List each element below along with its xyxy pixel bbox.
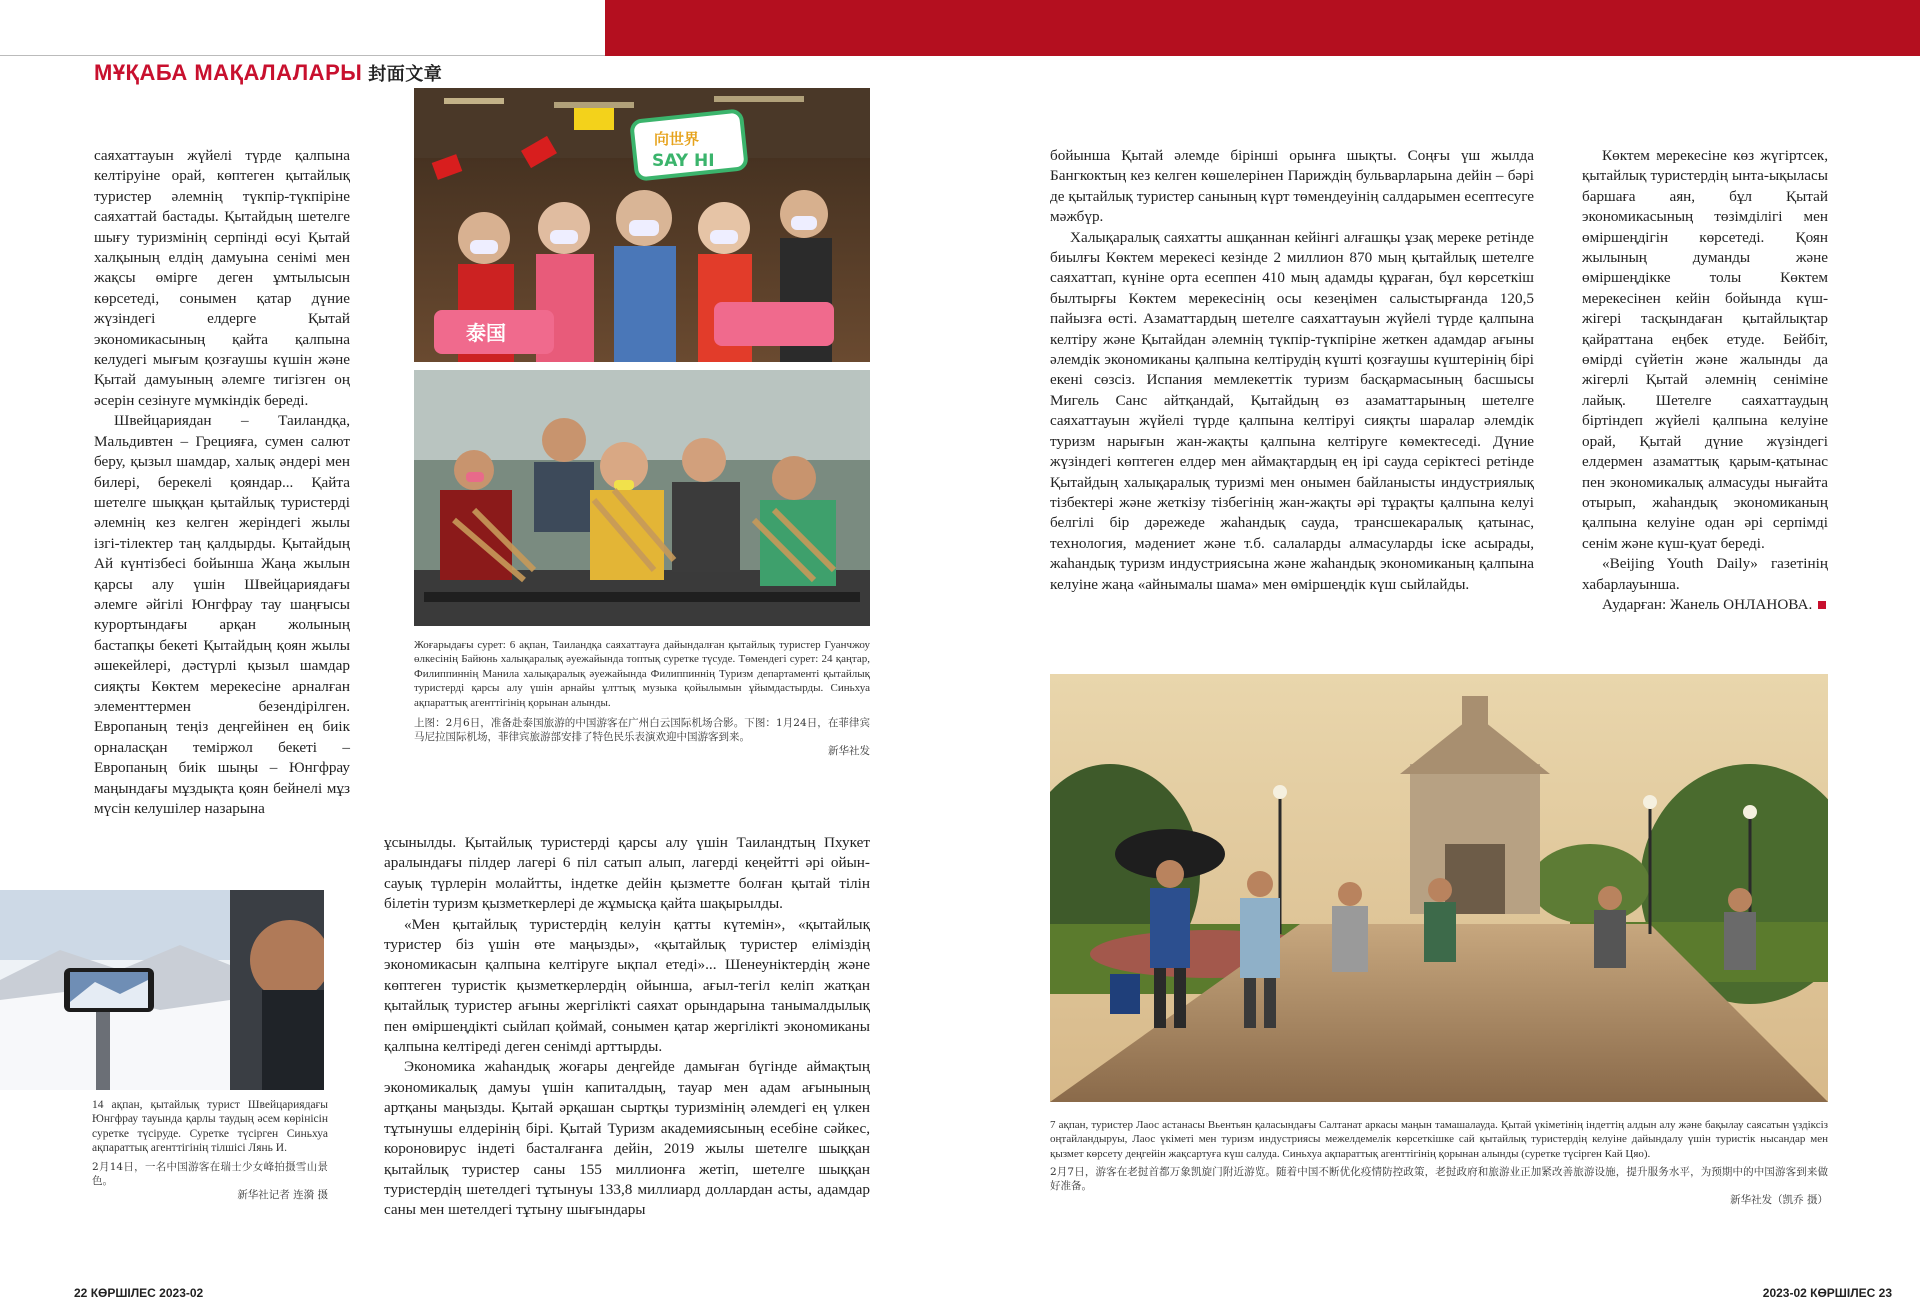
photo-jungfrau-phone-image bbox=[0, 890, 324, 1090]
photo-top-caption bbox=[414, 638, 870, 758]
paragraph: «Мен қытайлық туристердің келуін қатты күтемін», «қытайлық туристер біз үшін өте маңызды», «қытайлық туристер еліміздің экономикасын қалпына келтіруге ықпал етеді»... Шенеуніктердің және көптеген туристік қызметкерлердің ойынша, ағыл-тегіл келіп жатқан қытайлық туристер ағыны жергілікті саяхат орындарына танымалдылық пен өміршеңдікті сыйлап қоймай, сонымен қатар жергілікті экономиканы қалпына келтіреді деген сенімді арттырды. bbox=[384, 915, 870, 1056]
photo-top-credit: 新华社发 bbox=[828, 745, 870, 758]
paragraph: Көктем мерекесіне көз жүгіртсек, қытайлық туристердің ынта-ықыласы баршаға аян, бұл Қытай экономикасының төзімділігі мен өміршеңдігін көрсетеді. Қоян жылының думанды және өміршеңдікке толы Көктем мерекесінен кейін бойында күш-жігері тасқындаған қытайлықтар қайраттана еңбек етуде. Бейбіт, өмірді сүйетін және жалынды да жігерлі Қытай әлемнің сеніміне лайық. Шетелге саяхаттаудың біртіндеп жүйелі қалпына келуіне орай, Қытай дүние жүзіндегі елдермен азаматтық қарым-қатынас пен экономикалық алмасуды нығайта отырып, жаһандық экономиканың қалпына келуіне одан әрі серпімді сенім және күш-қуат береді. bbox=[1582, 147, 1828, 552]
sign-text-3: 泰国 bbox=[466, 321, 506, 345]
photo-airport-tourists bbox=[414, 88, 870, 362]
translator-line bbox=[1582, 595, 1828, 615]
section-title-cn: 封面文章 bbox=[368, 64, 443, 84]
header-red-band bbox=[605, 0, 1920, 56]
photo-jungfrau-phone bbox=[0, 890, 324, 1090]
photo-left-credit: 新华社记者 连漪 摄 bbox=[237, 1188, 328, 1201]
article-column-4 bbox=[1582, 146, 1828, 615]
photo-laos-caption bbox=[1050, 1118, 1828, 1207]
photo-left-caption-cn: 2月14日，一名中国游客在瑞士少女峰拍摄雪山景色。 bbox=[92, 1160, 328, 1187]
photo-left-caption bbox=[92, 1098, 328, 1202]
folio-right bbox=[1763, 1286, 1892, 1300]
translator-credit: Аударған: Жанель ОНЛАНОВА. bbox=[1602, 595, 1813, 613]
sign-text-2: SAY HI bbox=[652, 151, 715, 171]
page-number-right: 23 bbox=[1878, 1286, 1892, 1300]
paragraph: Халықаралық саяхатты ашқаннан кейінгі алғашқы ұзақ мереке ретінде биылғы Көктем мерекесі кезінде 2 миллион 870 мың қытайлық шетелге саяхаттап, күніне орта есеппен 410 мың адамды құраған, бұл көрсеткіш былтырғы Көктем мерекесінің осы кезеңімен салыстырғанда 120,5 пайызға өсті. Азаматтардың шетелге саяхаттауын жүйелі түрде қалпына келтіру және Қытайдан әлемнің түкпір-түкпіріне жеткен адамдар ағыны әлемдік экономиканы қалпына келтірудің күшті қозғаушы күштерінің бірі екені сөзсіз. Испания мемлекеттік туризм басқармасының басшысы Мигель Санс айтқандай, Қытайдың өз азаматтарының шетелге саяхаттауын жүйелі түрде қалпына келтіруі сияқты шаралар әлемдік туризм нарығын жан-жақты қалпына келтіруге көмектеседі. Дүние жүзіндегі көптеген елдер мен аймақтардың ең ірі сауда серіктесі ретінде Қытайдың халықаралық туризмі мен онымен байланысты индустриялық тізбектері және жеткізу тізбегінің жан-жақты әрі тұрақты қалпына келуі белгілі бір дәрежеде жаһандық сауда, трансшекаралық қатынас, технология, мәдениет және т.б. салаларды алмасуларды іске асырады, жаһандық туризм индустриясына және жаһандық экономиканың қалпына келуіне жаңа «айнымалы шама» мен өміршеңдік күш сыйлайды. bbox=[1050, 228, 1534, 593]
paragraph: бойынша Қытай әлемде бірінші орынға шықты. Соңғы үш жылда Бангкоктың кез келген көшелерінен Париждің бульварларына дейін – бәрі де қытайлық туристер санының күрт төмендеуінің салдарымен есептесуге мәжбүр. bbox=[1050, 147, 1534, 226]
photo-manila-musicians bbox=[414, 370, 870, 626]
paragraph: ұсынылды. Қытайлық туристерді қарсы алу үшін Таиландтың Пхукет аралындағы пілдер лагері 6 піл сатып алып, лагерді кеңейтті әрі ойын-сауық түрлерін молайтты, індетке дейін қызметте болған қытай тілін білетін туризм қызметкерлері де жұмысқа қайта шақырылды. bbox=[384, 834, 870, 913]
paragraph: Экономика жаһандық жоғары деңгейде дамыған бүгінде аймақтың экономикалық дамуы үшін капиталдың, тауар мен адам ағынының артқаны маңызды. Қытай әрқашан сыртқы туризмінің әлемдегі ең үлкен тұтынушы елдерінің бірі. Қытай Туризм академиясының есебіне сәйкес, короновирус індеті басталғанға дейін, 2019 жылы шетелге шыққан қытайлық туристер саны 155 миллионға жетіп, шетелге шыққан туристердің шетелдегі тұтынуы 133,8 миллиард доллардан асты, адамдар саны мен шетелдегі тұтыну шығындары bbox=[384, 1058, 870, 1219]
magazine-issue-right: 2023-02 КӨРШІЛЕС bbox=[1762, 1286, 1876, 1300]
photo-laos-patuxai bbox=[1050, 674, 1828, 1102]
section-title bbox=[94, 60, 442, 86]
photo-airport-tourists-image bbox=[414, 88, 870, 362]
photo-top-caption-cn: 上图：2月6日，准备赴泰国旅游的中国游客在广州白云国际机场合影。下图：1月24日，在菲律宾马尼拉国际机场，菲律宾旅游部安排了特色民乐表演欢迎中国游客到来。 bbox=[414, 717, 870, 744]
photo-laos-caption-cn: 2月7日，游客在老挝首都万象凯旋门附近游览。随着中国不断优化疫情防控政策，老挝政府和旅游业正加紧改善旅游设施，提升服务水平，为预期中的中国游客到来做好准备。 bbox=[1050, 1166, 1828, 1193]
magazine-issue-left: КӨРШІЛЕС 2023-02 bbox=[90, 1286, 204, 1300]
photo-top-caption-kz: Жоғарыдағы сурет: 6 ақпан, Таиландқа саяхаттауға дайындалған қытайлық туристер Гуанчжоу өлкесінің Байюнь халықаралық әуежайында топтық суретке түсуде. Төмендегі сурет: 24 қаңтар, Филиппиннің Манила халықаралық әуежайында Филиппиннің Туризм департаменті қытайлық туристерді қарсы алу үшін арнайы ұлттық музыка қойылымын ұйымдастырды. Синьхуа ақпараттық агенттігінің қорынан алынды. bbox=[414, 639, 870, 709]
header-rule bbox=[0, 55, 605, 56]
photo-laos-patuxai-image bbox=[1050, 674, 1828, 1102]
paragraph: Швейцариядан – Таиландқа, Мальдивтен – Грецияға, сумен салют беру, қызыл шамдар, халық әндері мен билері, берекелі қояндар... Қайта шетелге шыққан қытайлық туристерді әлемнің кез келген жеріндегі жылы ізгі-тілектер таң қалдырды. Қытайдың Ай күнтізбесі бойынша Жаңа жылын қарсы алу үшін Швейцариядағы әлемге әйгілі Юнгфрау тау шаңғысы курортындағы арқан жолының бастапқы бекеті Қытайдың қоян жылы әшекейлері, дәстүрлі қызыл шамдар сияқты Көктем мерекесіне арналған элементтермен безендірілген. Европаның теңіз деңгейінен ең биік орналасқан теміржол бекеті – Европаның биік шыңы – Юнгфрау маңындағы мұздықта қоян бейнелі мұз мүсін келушілер назарына bbox=[94, 412, 350, 817]
photo-laos-credit: 新华社发（凯乔 摄） bbox=[1730, 1194, 1828, 1207]
sign-text-1: 向世界 bbox=[654, 130, 700, 148]
folio-left bbox=[74, 1286, 203, 1300]
paragraph: «Beijing Youth Daily» газетінің хабарлауынша. bbox=[1582, 555, 1828, 593]
end-mark-icon bbox=[1818, 601, 1826, 609]
photo-laos-caption-kz: 7 ақпан, туристер Лаос астанасы Вьентьян қаласындағы Салтанат аркасы маңын тамашалауда. Қытай үкіметінің індеттің алдын алу және бақылау саясатын үздіксіз оңтайландыруы, Лаос үкіметі мен туризм индустриясы межелдемелік көрсеткішке сай қытайлық туристердің келуіне дайындалу үшін туристік нысандар мен қызмет көрсету деңгейін жақсартуға күш салуда. Синьхуа ақпараттық агенттігінің қорынан алынды (суретке түсірген Кай Цяо). bbox=[1050, 1119, 1828, 1160]
article-column-2 bbox=[384, 833, 870, 1221]
photo-manila-musicians-image bbox=[414, 370, 870, 626]
page-number-left: 22 bbox=[74, 1286, 88, 1300]
article-column-1 bbox=[94, 146, 350, 819]
photo-left-caption-kz: 14 ақпан, қытайлық турист Швейцариядағы Юнгфрау тауында қарлы таудың әсем көрінісін суретке түсіруде. Суретке түсірген Синьхуа ақпараттық агенттігінің тілшісі Лянь И. bbox=[92, 1099, 328, 1155]
section-title-kz: МҰҚАБА МАҚАЛАЛАРЫ bbox=[94, 60, 363, 85]
paragraph: саяхаттауын жүйелі түрде қалпына келтіруіне орай, көптеген қытайлық туристер әлемнің түкпір-түкпіріне саяхаттай бастады. Қытайдың шетелге шығу туризмінің серпінді өсуі Қытай халқының елдің дамуына сенімі мен жақсы өмірге деген ұмтылысын көрсетеді, сонымен қатар дүние жүзіндегі елдерге Қытай экономикасының қайта қалпына келудегі мығым қозғаушы күшін және Қытай дамуының әлемге тигізген оң әсерін сезінуге мүмкіндік береді. bbox=[94, 147, 350, 409]
article-column-3 bbox=[1050, 146, 1534, 595]
